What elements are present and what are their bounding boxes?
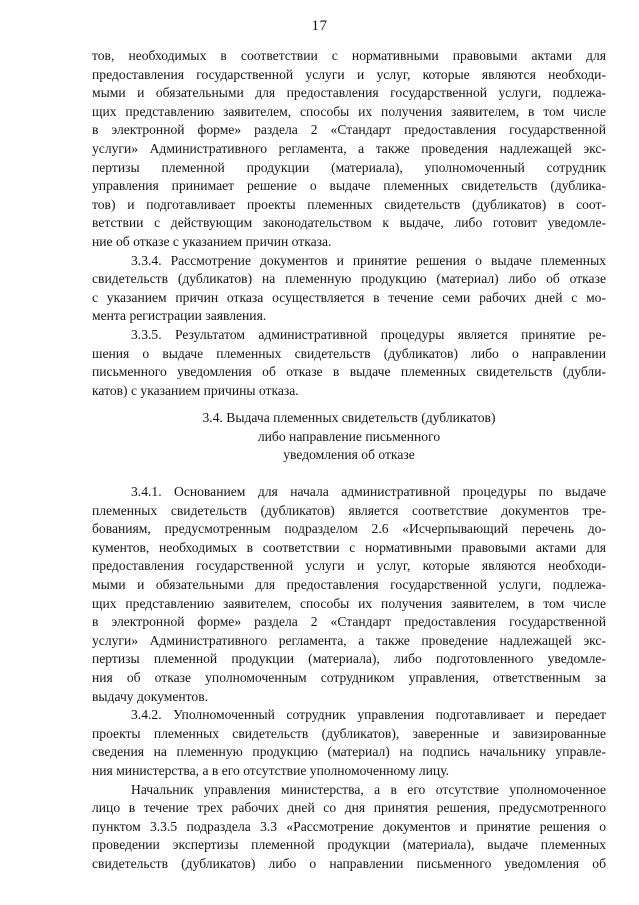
document-body bbox=[92, 47, 606, 874]
text-line: бованиям, предусмотренным подразделом 2.6 «Исчерпывающий перечень до- bbox=[92, 521, 606, 537]
heading-line: уведомления об отказе bbox=[283, 447, 415, 463]
text-line: ветствии с действующим законодательством к выдаче, либо готовит уведомле- bbox=[92, 215, 606, 231]
text-line: сведения на племенную продукцию (материал) на подпись начальнику управле- bbox=[92, 744, 606, 760]
text-line: услуги» Административного регламента, а также проведение надлежащей экс- bbox=[92, 632, 606, 648]
text-line: выдачу документов. bbox=[92, 688, 209, 704]
text-line: тов, необходимых в соответствии с нормативными правовыми актами для bbox=[92, 48, 606, 63]
heading-line: либо направление письменного bbox=[257, 428, 441, 444]
text-line: катов) с указанием причины отказа. bbox=[92, 382, 299, 398]
text-line: щих представлению заявителем, способы их получения заявителем, в том числе bbox=[92, 595, 606, 611]
text-line: кументов, необходимых в соответствии с нормативными правовыми актами для bbox=[92, 539, 606, 555]
paragraph-3-4-2 bbox=[92, 706, 606, 780]
paragraph-3-4-1 bbox=[92, 483, 606, 706]
text-line: тов) и подготавливает проекты племенных свидетельств (дубликатов) в соот- bbox=[92, 196, 606, 212]
text-line: управления принимает решение о выдаче племенных свидетельств (дублика- bbox=[92, 178, 606, 194]
text-line: 3.3.4. Рассмотрение документов и принятие решения о выдаче племенных bbox=[131, 252, 606, 268]
text-line: свидетельств (дубликатов) на племенную продукцию (материал) либо об отказе bbox=[92, 271, 606, 287]
heading-line: 3.4. Выдача племенных свидетельств (дубликатов) bbox=[202, 410, 496, 426]
spacer bbox=[92, 465, 606, 483]
text-line: предоставления государственной услуги и услуг, которые являются необходи- bbox=[92, 66, 606, 82]
paragraph-3-3-4 bbox=[92, 252, 606, 326]
text-line: Начальник управления министерства, а в его отсутствие уполномоченное bbox=[131, 781, 606, 797]
text-line: в электронной форме» раздела 2 «Стандарт предоставления государственной bbox=[92, 614, 606, 630]
text-line: ния министерства, а в его отсутствие уполномоченному лицу. bbox=[92, 762, 450, 778]
text-line: мыми и обязательными для предоставления государственной услуги, подлежа- bbox=[92, 577, 606, 593]
text-line: лицо в течение трех рабочих дней со дня принятия решения, предусмотренного bbox=[92, 800, 606, 816]
text-line: пертизы племенной продукции (материала), уполномоченный сотрудник bbox=[92, 159, 606, 175]
section-heading bbox=[92, 409, 606, 465]
text-line: щих представлению заявителем, способы их получения заявителем, в том числе bbox=[92, 103, 606, 119]
text-line: племенных свидетельств (дубликатов) является соответствие документов тре- bbox=[92, 502, 606, 518]
text-line: ния об отказе уполномоченным сотрудником управления, ответственным за bbox=[92, 670, 606, 685]
text-line: 3.4.1. Основанием для начала административной процедуры по выдаче bbox=[131, 484, 606, 500]
text-line: услуги» Административного регламента, а также проведения надлежащей экс- bbox=[92, 140, 606, 156]
text-line: свидетельств (дубликатов) либо о направлении письменного уведомления об bbox=[92, 855, 606, 871]
page-number: 17 bbox=[311, 18, 328, 34]
paragraph-3-3-5 bbox=[92, 326, 606, 400]
text-line: ние об отказе с указанием причин отказа. bbox=[92, 233, 332, 249]
text-line: 3.4.2. Уполномоченный сотрудник управления подготавливает и передает bbox=[131, 707, 606, 723]
paragraph-head-of-department bbox=[92, 781, 606, 874]
text-line: шения о выдаче племенных свидетельств (дубликатов) либо о направлении bbox=[92, 345, 606, 361]
text-line: предоставления государственной услуги и услуг, которые являются необходи- bbox=[92, 558, 606, 574]
text-line: письменного уведомления об отказе в выдаче племенных свидетельств (дубли- bbox=[92, 364, 606, 380]
text-line: пунктом 3.3.5 подраздела 3.3 «Рассмотрение документов и принятие решения о bbox=[92, 818, 606, 834]
text-line: проведении экспертизы племенной продукции (материала), выдаче племенных bbox=[92, 837, 606, 853]
text-line: мыми и обязательными для предоставления государственной услуги, подлежа- bbox=[92, 85, 606, 101]
text-line: пертизы племенной продукции (материала), либо подготовленного уведомле- bbox=[92, 651, 606, 667]
text-line: мента регистрации заявления. bbox=[92, 308, 267, 324]
text-line: в электронной форме» раздела 2 «Стандарт предоставления государственной bbox=[92, 122, 606, 138]
paragraph-continuation bbox=[92, 47, 606, 252]
text-line: с указанием причин отказа осуществляется в течение семи рабочих дней с мо- bbox=[92, 289, 606, 305]
text-line: проекты племенных свидетельств (дубликатов), заверенные и завизированные bbox=[92, 725, 606, 741]
spacer bbox=[92, 400, 606, 409]
text-line: 3.3.5. Результатом административной процедуры является принятие ре- bbox=[131, 326, 606, 342]
